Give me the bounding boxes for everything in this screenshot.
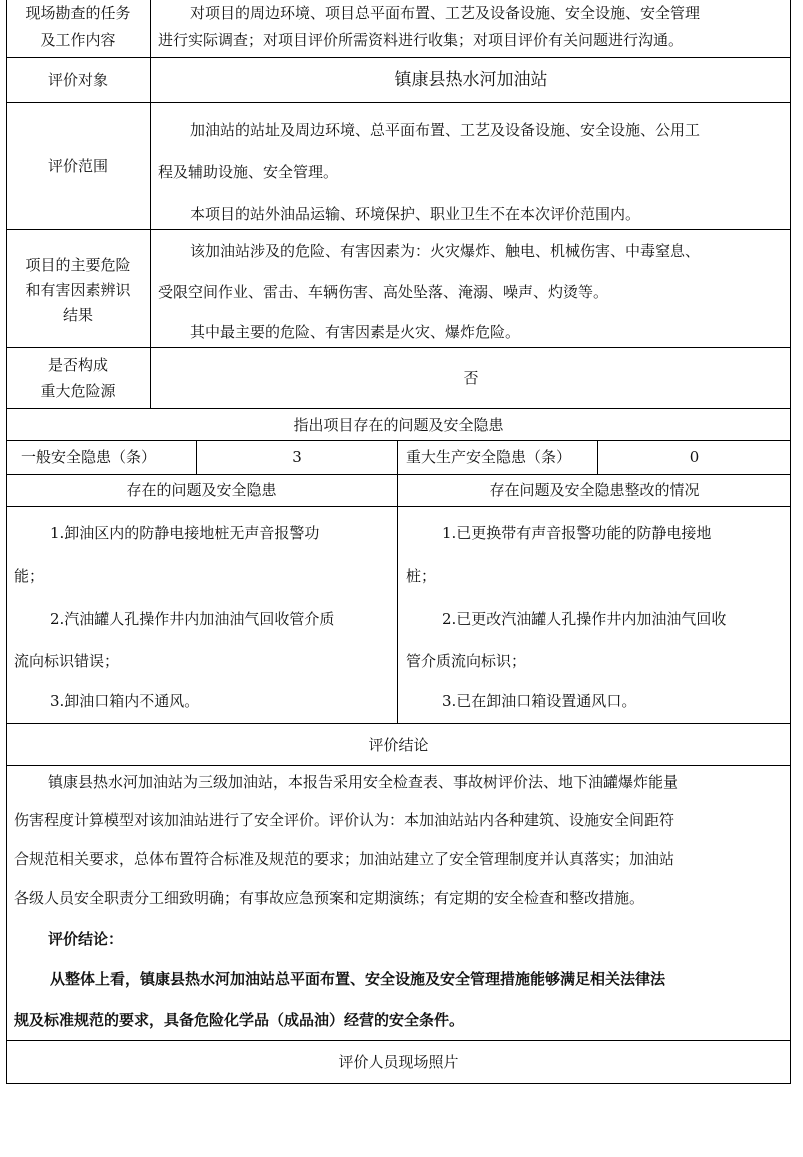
row-divider xyxy=(6,347,791,348)
major-hazard-label-line-1: 是否构成 xyxy=(47,356,108,374)
task-label-line-1: 现场勘查的任务 xyxy=(25,4,131,22)
row-divider xyxy=(6,1040,791,1041)
problem-line-2: 能； xyxy=(14,567,45,585)
hazards-text-line-3: 其中最主要的危险、有害因素是火灾、爆炸危险。 xyxy=(190,323,521,341)
problem-line-4: 流向标识错误； xyxy=(14,652,120,670)
hazards-label-line-2: 和有害因素辨识 xyxy=(25,281,131,299)
row-divider xyxy=(6,474,791,475)
problem-line-1: 1.卸油区内的防静电接地桩无声音报警功 xyxy=(50,524,320,542)
object-value: 镇康县热水河加油站 xyxy=(394,70,548,90)
general-hazards-label: 一般安全隐患（条） xyxy=(21,448,157,466)
rectification-line-3: 2.已更改汽油罐人孔操作井内加油油气回收 xyxy=(442,610,727,628)
hazards-label-line-1: 项目的主要危险 xyxy=(25,256,131,274)
scope-text-line-3: 本项目的站外油品运输、环境保护、职业卫生不在本次评价范围内。 xyxy=(190,205,641,223)
task-label-line-2: 及工作内容 xyxy=(40,31,116,49)
row-divider xyxy=(6,57,791,58)
scope-label: 评价范围 xyxy=(47,157,108,175)
scope-text-line-2: 程及辅助设施、安全管理。 xyxy=(158,163,339,181)
issues-section-title: 指出项目存在的问题及安全隐患 xyxy=(293,416,504,434)
row-divider xyxy=(6,408,791,409)
object-label: 评价对象 xyxy=(47,71,108,89)
site-photos-title: 评价人员现场照片 xyxy=(338,1053,459,1071)
scope-text-line-1: 加油站的站址及周边环境、总平面布置、工艺及设备设施、安全设施、公用工 xyxy=(190,121,701,139)
major-hazards-count: 0 xyxy=(689,448,700,466)
major-hazards-label: 重大生产安全隐患（条） xyxy=(406,448,572,466)
problem-line-3: 2.汽油罐人孔操作井内加油油气回收管介质 xyxy=(50,610,335,628)
rectification-line-1: 1.已更换带有声音报警功能的防静电接地 xyxy=(442,524,712,542)
problem-line-5: 3.卸油口箱内不通风。 xyxy=(50,692,200,710)
conclusion-body-line-3: 合规范相关要求，总体布置符合标准及规范的要求；加油站建立了安全管理制度并认真落实；加油站 xyxy=(14,850,675,868)
row-divider xyxy=(6,102,791,103)
row-divider xyxy=(6,440,791,441)
rectification-line-4: 管介质流向标识； xyxy=(406,652,527,670)
rectification-header: 存在问题及安全隐患整改的情况 xyxy=(489,481,700,499)
major-hazard-value: 否 xyxy=(463,369,479,387)
conclusion-body-line-2: 伤害程度计算模型对该加油站进行了安全评价。评价认为：本加油站站内各种建筑、设施安全间距符 xyxy=(14,811,675,829)
row-divider xyxy=(6,506,791,507)
problems-header: 存在的问题及安全隐患 xyxy=(126,481,277,499)
conclusion-statement-line-2: 规及标准规范的要求，具备危险化学品（成品油）经营的安全条件。 xyxy=(14,1011,465,1029)
conclusion-body-line-4: 各级人员安全职责分工细致明确；有事故应急预案和定期演练；有定期的安全检查和整改措施。 xyxy=(14,889,645,907)
hazards-label-line-3: 结果 xyxy=(62,306,93,324)
row-divider xyxy=(6,723,791,724)
conclusion-body-line-1: 镇康县热水河加油站为三级加油站，本报告采用安全检查表、事故树评价法、地下油罐爆炸能量 xyxy=(48,773,679,791)
rectification-line-5: 3.已在卸油口箱设置通风口。 xyxy=(442,692,637,710)
hazards-text-line-2: 受限空间作业、雷击、车辆伤害、高处坠落、淹溺、噪声、灼烫等。 xyxy=(158,283,609,301)
task-text-line-2: 进行实际调查；对项目评价所需资料进行收集；对项目评价有关问题进行沟通。 xyxy=(158,31,684,49)
conclusion-title: 评价结论 xyxy=(368,736,429,754)
row-divider xyxy=(6,765,791,766)
row-divider xyxy=(6,229,791,230)
rectification-line-2: 桩； xyxy=(406,567,437,585)
conclusion-subtitle: 评价结论： xyxy=(48,930,124,948)
general-hazards-count: 3 xyxy=(292,448,302,466)
hazards-text-line-1: 该加油站涉及的危险、有害因素为：火灾爆炸、触电、机械伤害、中毒窒息、 xyxy=(190,242,701,260)
conclusion-statement-line-1: 从整体上看，镇康县热水河加油站总平面布置、安全设施及安全管理措施能够满足相关法律法 xyxy=(50,970,666,988)
major-hazard-label-line-2: 重大危险源 xyxy=(40,382,116,400)
task-text-line-1: 对项目的周边环境、项目总平面布置、工艺及设备设施、安全设施、安全管理 xyxy=(190,4,701,22)
label-column-divider xyxy=(150,0,151,408)
